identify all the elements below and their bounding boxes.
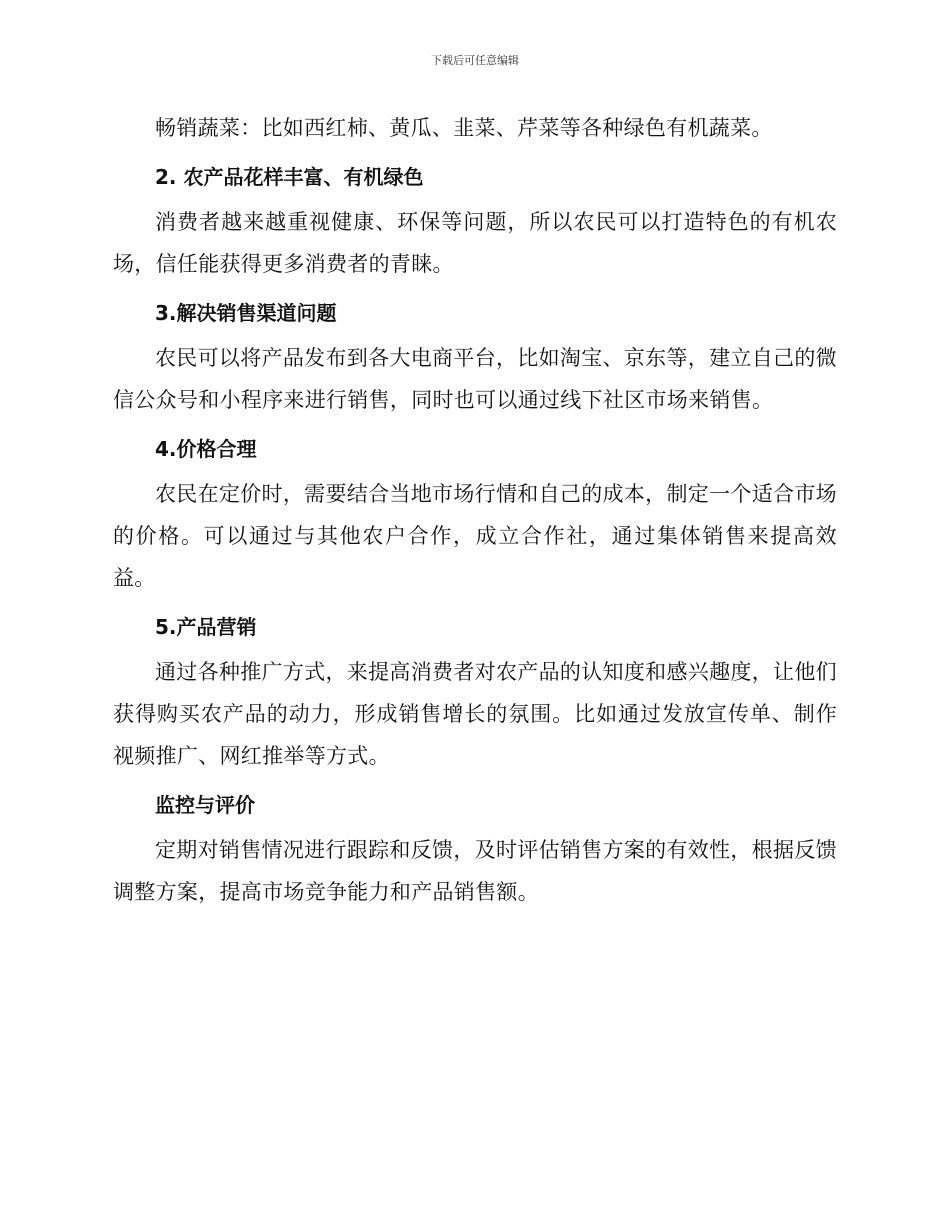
section-3-heading: 3.解决销售渠道问题: [155, 301, 337, 325]
section-4-heading: 4.价格合理: [155, 437, 257, 461]
intro-paragraph: 畅销蔬菜：比如西红柿、黄瓜、韭菜、芹菜等各种绿色有机蔬菜。: [155, 116, 773, 140]
section-6-paragraph: 定期对销售情况进行跟踪和反馈，及时评估销售方案的有效性，根据反馈调整方案，提高市场竞争能力和产品销售额。: [113, 838, 837, 904]
section-6-heading: 监控与评价: [155, 793, 255, 817]
section-2-heading: 2. 农产品花样丰富、有机绿色: [155, 165, 424, 189]
document-body: [113, 107, 837, 913]
section-3-paragraph: 农民可以将产品发布到各大电商平台，比如淘宝、京东等，建立自己的微信公众号和小程序来进行销售，同时也可以通过线下社区市场来销售。: [113, 346, 837, 412]
page-header-note: 下载后可任意编辑: [431, 54, 519, 67]
section-2-paragraph: 消费者越来越重视健康、环保等问题，所以农民可以打造特色的有机农场，信任能获得更多消费者的青睐。: [113, 210, 837, 276]
section-4-paragraph: 农民在定价时，需要结合当地市场行情和自己的成本，制定一个适合市场的价格。可以通过与其他农户合作，成立合作社，通过集体销售来提高效益。: [113, 482, 837, 590]
section-5-paragraph: 通过各种推广方式，来提高消费者对农产品的认知度和感兴趣度，让他们获得购买农产品的动力，形成销售增长的氛围。比如通过发放宣传单、制作视频推广、网红推举等方式。: [113, 660, 837, 768]
section-5-heading: 5.产品营销: [155, 615, 257, 639]
